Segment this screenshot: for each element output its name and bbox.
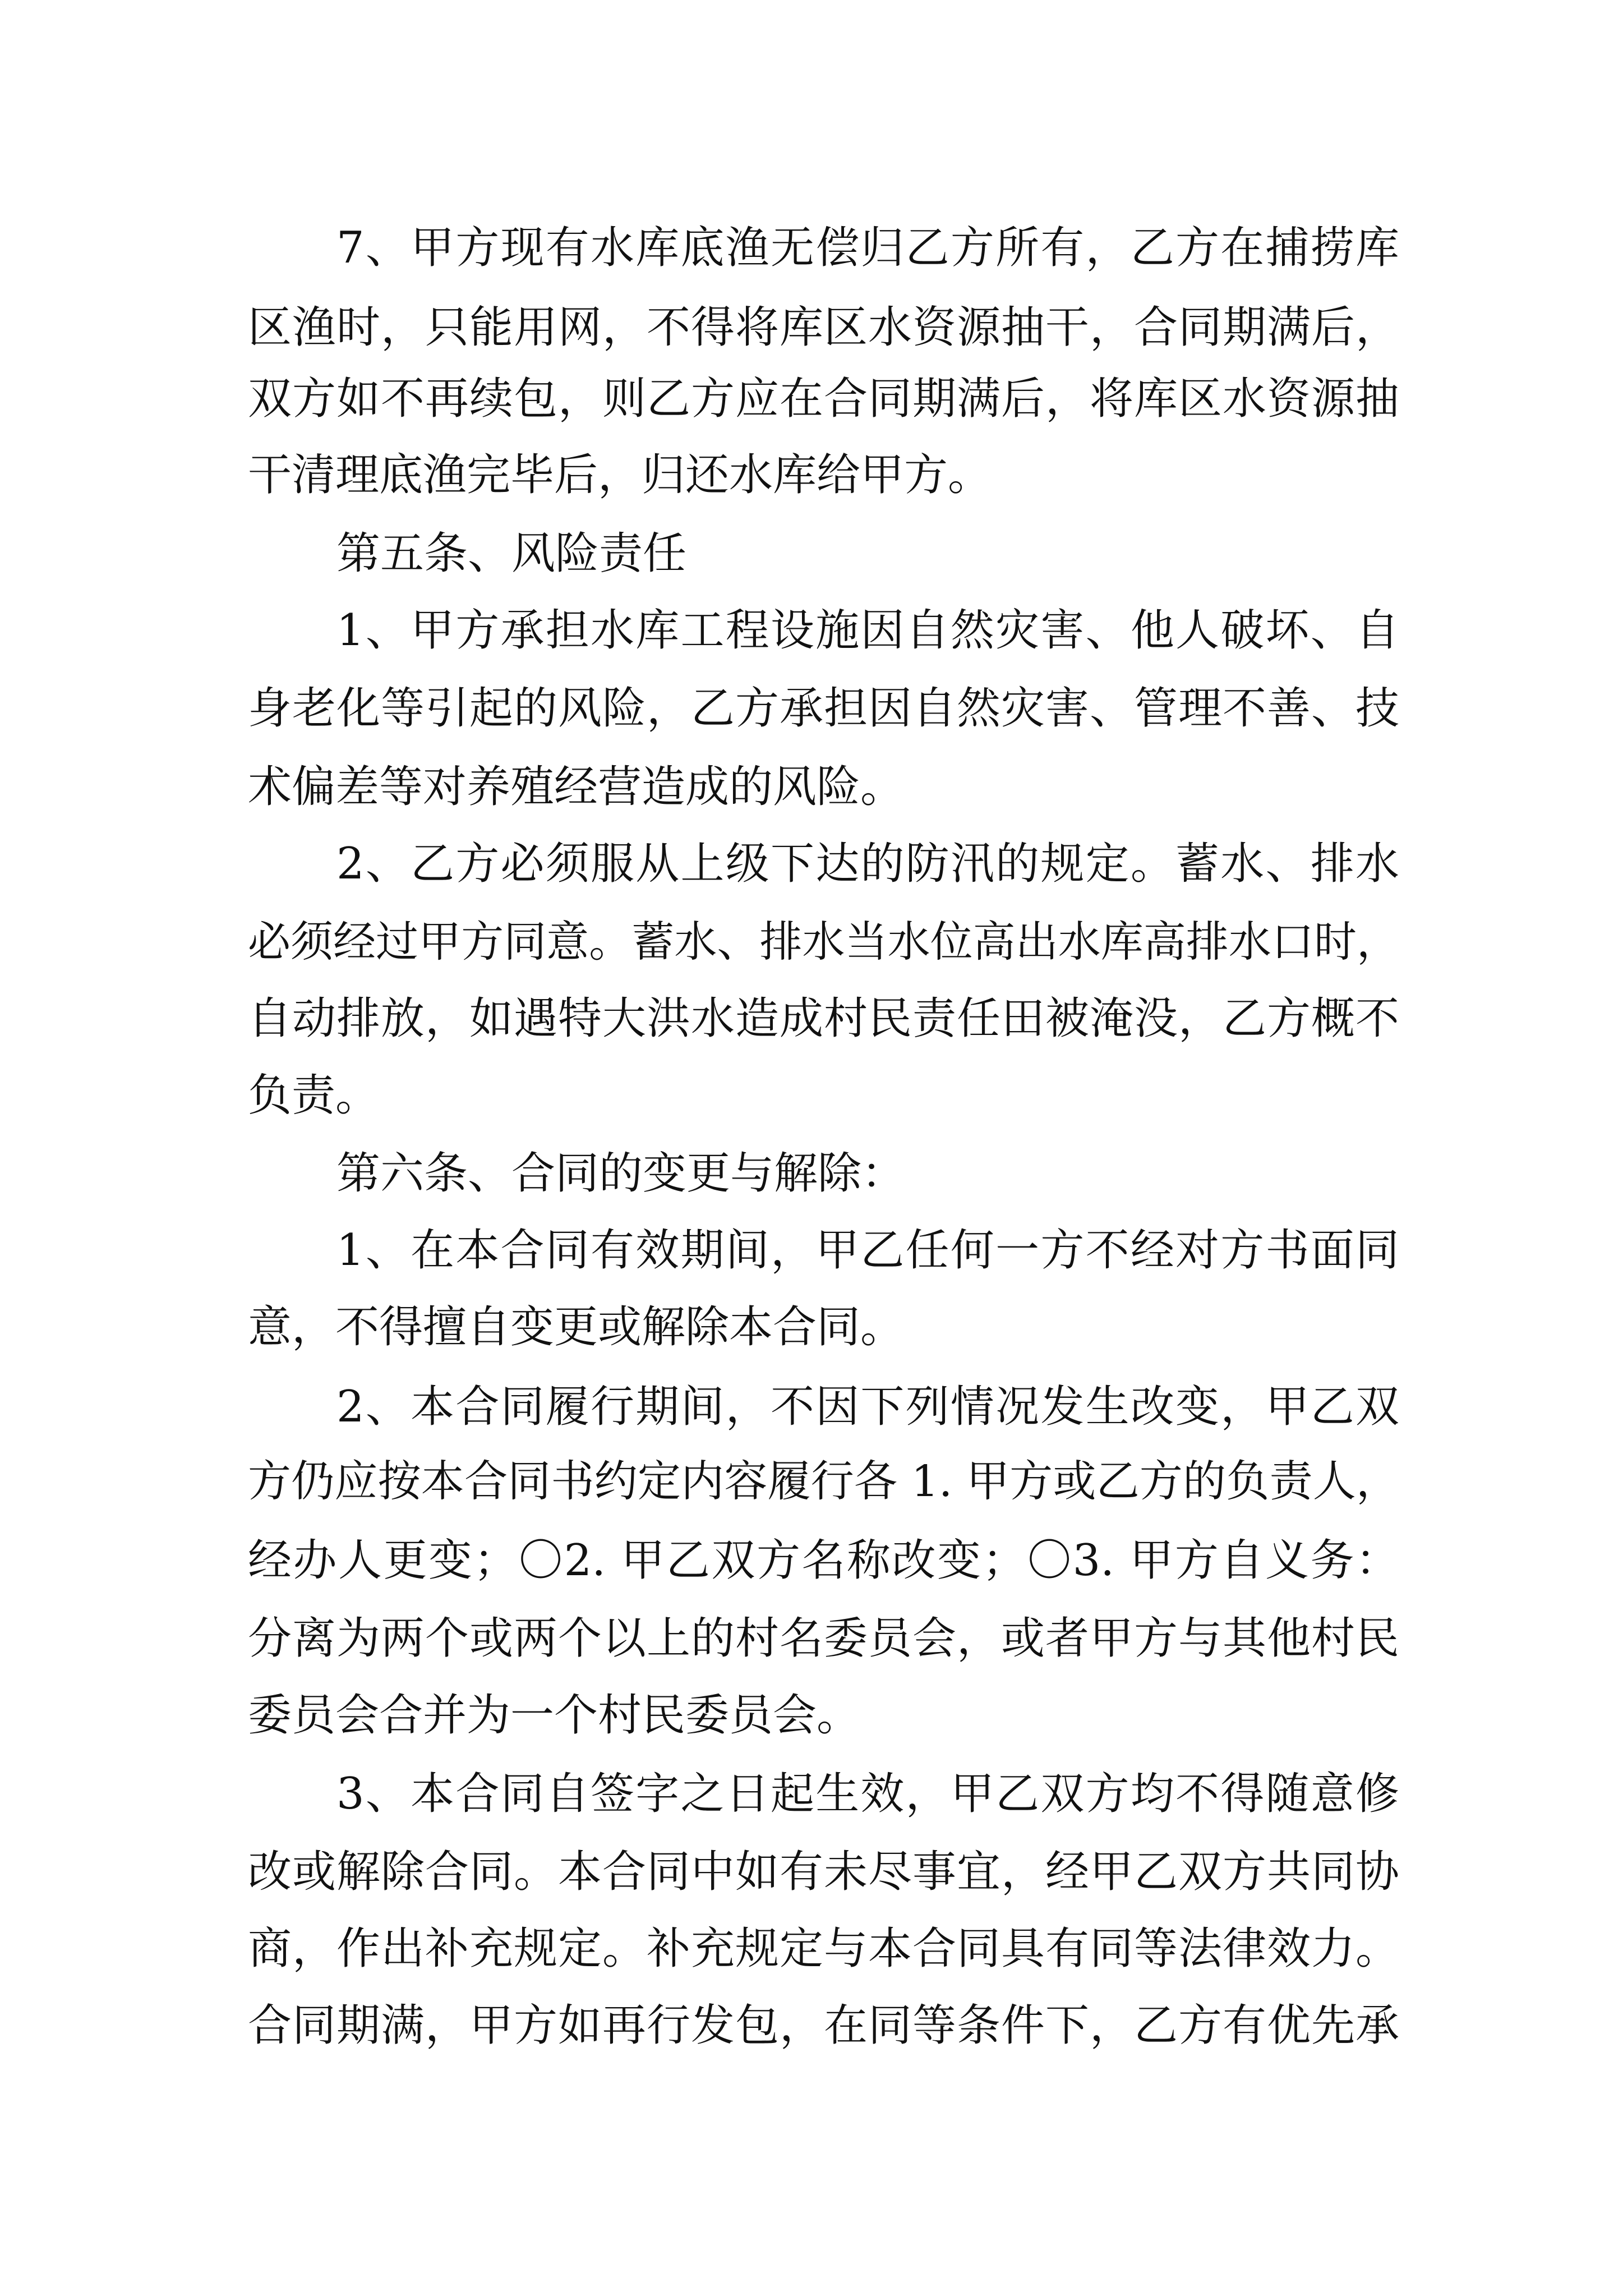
body-line: 2、本合同履行期间，不因下列情况发生改变，甲乙双 bbox=[336, 1382, 1399, 1432]
body-line: 改或解除合同。本合同中如有未尽事宜，经甲乙双方共同协 bbox=[248, 1847, 1399, 1897]
body-line: 必须经过甲方同意。蓄水、排水当水位高出水库高排水口时， bbox=[248, 917, 1399, 967]
body-line: 身老化等引起的风险，乙方承担因自然灾害、管理不善、技 bbox=[248, 683, 1399, 734]
body-line: 自动排放，如遇特大洪水造成村民责任田被淹没，乙方概不 bbox=[248, 993, 1399, 1044]
body-line: 经办人更变；〇2. 甲乙双方名称改变；〇3. 甲方自义务： bbox=[248, 1535, 1399, 1586]
body-line: 术偏差等对养殖经营造成的风险。 bbox=[248, 762, 905, 812]
body-line: 合同期满，甲方如再行发包，在同等条件下，乙方有优先承 bbox=[248, 2000, 1399, 2051]
body-line: 干清理底渔完毕后，归还水库给甲方。 bbox=[248, 450, 992, 500]
body-line: 委员会合并为一个村民委员会。 bbox=[248, 1690, 861, 1741]
body-line: 2、乙方必须服从上级下达的防汛的规定。蓄水、排水 bbox=[336, 839, 1399, 889]
body-line: 方仍应按本合同书约定内容履行各 1. 甲方或乙方的负责人， bbox=[248, 1457, 1399, 1507]
body-line: 3、本合同自签字之日起生效，甲乙双方均不得随意修 bbox=[336, 1769, 1399, 1819]
body-line: 意，不得擅自变更或解除本合同。 bbox=[248, 1302, 905, 1352]
body-line: 区渔时，只能用网，不得将库区水资源抽干，合同期满后， bbox=[248, 302, 1399, 353]
body-line: 7、甲方现有水库底渔无偿归乙方所有，乙方在捕捞库 bbox=[336, 223, 1399, 273]
body-line: 1、甲方承担水库工程设施因自然灾害、他人破坏、自 bbox=[336, 605, 1399, 656]
body-line: 负责。 bbox=[248, 1070, 380, 1121]
section-heading: 第六条、合同的变更与解除： bbox=[336, 1148, 906, 1199]
body-line: 1、在本合同有效期间，甲乙任何一方不经对方书面同 bbox=[336, 1225, 1399, 1276]
body-line: 分离为两个或两个以上的村名委员会，或者甲方与其他村民 bbox=[248, 1613, 1399, 1664]
body-line: 双方如不再续包，则乙方应在合同期满后，将库区水资源抽 bbox=[248, 374, 1399, 424]
body-line: 商，作出补充规定。补充规定与本合同具有同等法律效力。 bbox=[248, 1924, 1399, 1974]
section-heading: 第五条、风险责任 bbox=[336, 528, 687, 579]
